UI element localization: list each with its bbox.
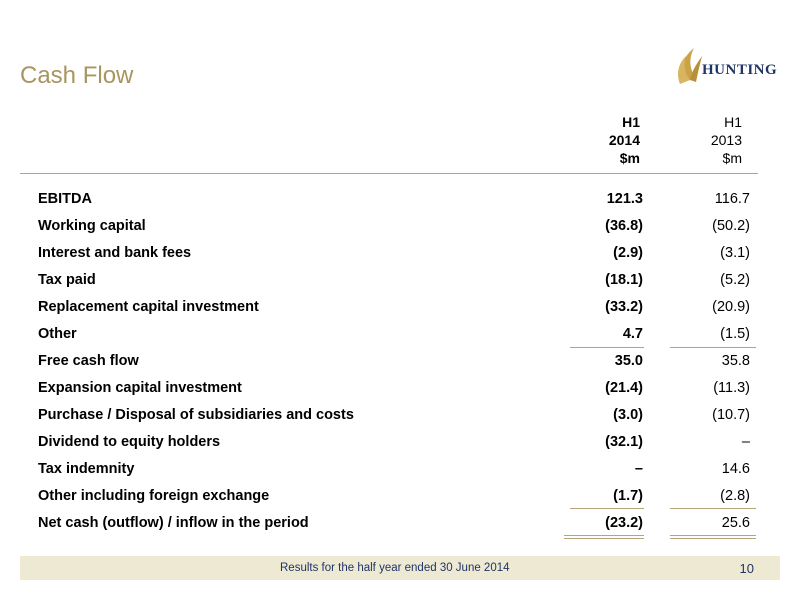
value-2014: (21.4) <box>605 380 643 396</box>
value-2013: (50.2) <box>712 218 750 234</box>
value-2013: 116.7 <box>714 191 750 207</box>
value-2014: (18.1) <box>605 272 643 288</box>
value-2013: 25.6 <box>721 515 750 531</box>
row-label: Other including foreign exchange <box>38 488 270 504</box>
value-2013: (20.9) <box>712 299 750 315</box>
value-2014: – <box>634 461 643 477</box>
slide-title: Cash Flow <box>20 62 134 89</box>
column-header-period: H1 <box>622 114 640 130</box>
row-label: Expansion capital investment <box>38 380 242 396</box>
value-2013: (5.2) <box>720 272 750 288</box>
value-2013: 35.8 <box>721 353 750 369</box>
value-2014: (2.9) <box>613 245 643 261</box>
value-2014: (33.2) <box>605 299 643 315</box>
value-2013: (10.7) <box>712 407 750 423</box>
table-row <box>38 191 750 218</box>
value-2014: 4.7 <box>622 326 643 342</box>
table-row <box>38 380 750 407</box>
column-header-unit: $m <box>722 150 742 166</box>
value-2013: (3.1) <box>720 245 750 261</box>
column-header-year: 2013 <box>710 132 742 148</box>
column-header-period: H1 <box>724 114 742 130</box>
row-label: Other <box>38 326 77 342</box>
header-divider <box>20 173 758 174</box>
row-label: Free cash flow <box>38 353 139 369</box>
column-header-h1-2014 <box>570 113 640 167</box>
table-row <box>38 488 750 515</box>
row-label: Replacement capital investment <box>38 299 259 315</box>
table-row <box>38 326 750 353</box>
value-2014: (1.7) <box>613 488 643 504</box>
row-label: Interest and bank fees <box>38 245 192 261</box>
table-row <box>38 272 750 299</box>
value-2013: 14.6 <box>721 461 750 477</box>
value-2013: – <box>741 434 750 450</box>
value-2013: (2.8) <box>720 488 750 504</box>
row-label: Dividend to equity holders <box>38 434 221 450</box>
value-2014: (36.8) <box>605 218 643 234</box>
table-row <box>38 299 750 326</box>
value-2014: 35.0 <box>614 353 643 369</box>
table-row <box>38 218 750 245</box>
value-2014: 121.3 <box>606 191 643 207</box>
total-rule-2014 <box>570 508 644 509</box>
table-row <box>38 353 750 380</box>
total-rule-2013 <box>670 508 756 509</box>
subtotal-rule-2014 <box>570 347 644 348</box>
value-2014: (3.0) <box>613 407 643 423</box>
column-header-year: 2014 <box>608 132 640 148</box>
table-row <box>38 245 750 272</box>
value-2014: (23.2) <box>605 515 643 531</box>
row-label: Tax indemnity <box>38 461 135 477</box>
subtotal-rule-2013 <box>670 347 756 348</box>
page-number: 10 <box>739 561 754 576</box>
row-label: Working capital <box>38 218 146 234</box>
column-header-h1-2013 <box>670 113 742 167</box>
table-row <box>38 407 750 434</box>
value-2013: (1.5) <box>720 326 750 342</box>
row-label: Net cash (outflow) / inflow in the period <box>38 515 309 531</box>
double-underline-2014 <box>564 535 644 539</box>
footer-caption: Results for the half year ended 30 June 2014 <box>280 562 510 574</box>
row-label: Tax paid <box>38 272 96 288</box>
row-label: EBITDA <box>38 191 92 207</box>
column-header-unit: $m <box>619 150 640 166</box>
logo-wordmark: HUNTING <box>702 62 778 78</box>
value-2014: (32.1) <box>605 434 643 450</box>
value-2013: (11.3) <box>713 380 750 396</box>
row-label: Purchase / Disposal of subsidiaries and costs <box>38 407 354 423</box>
table-row <box>38 434 750 461</box>
double-underline-2013 <box>670 535 756 539</box>
table-row <box>38 461 750 488</box>
